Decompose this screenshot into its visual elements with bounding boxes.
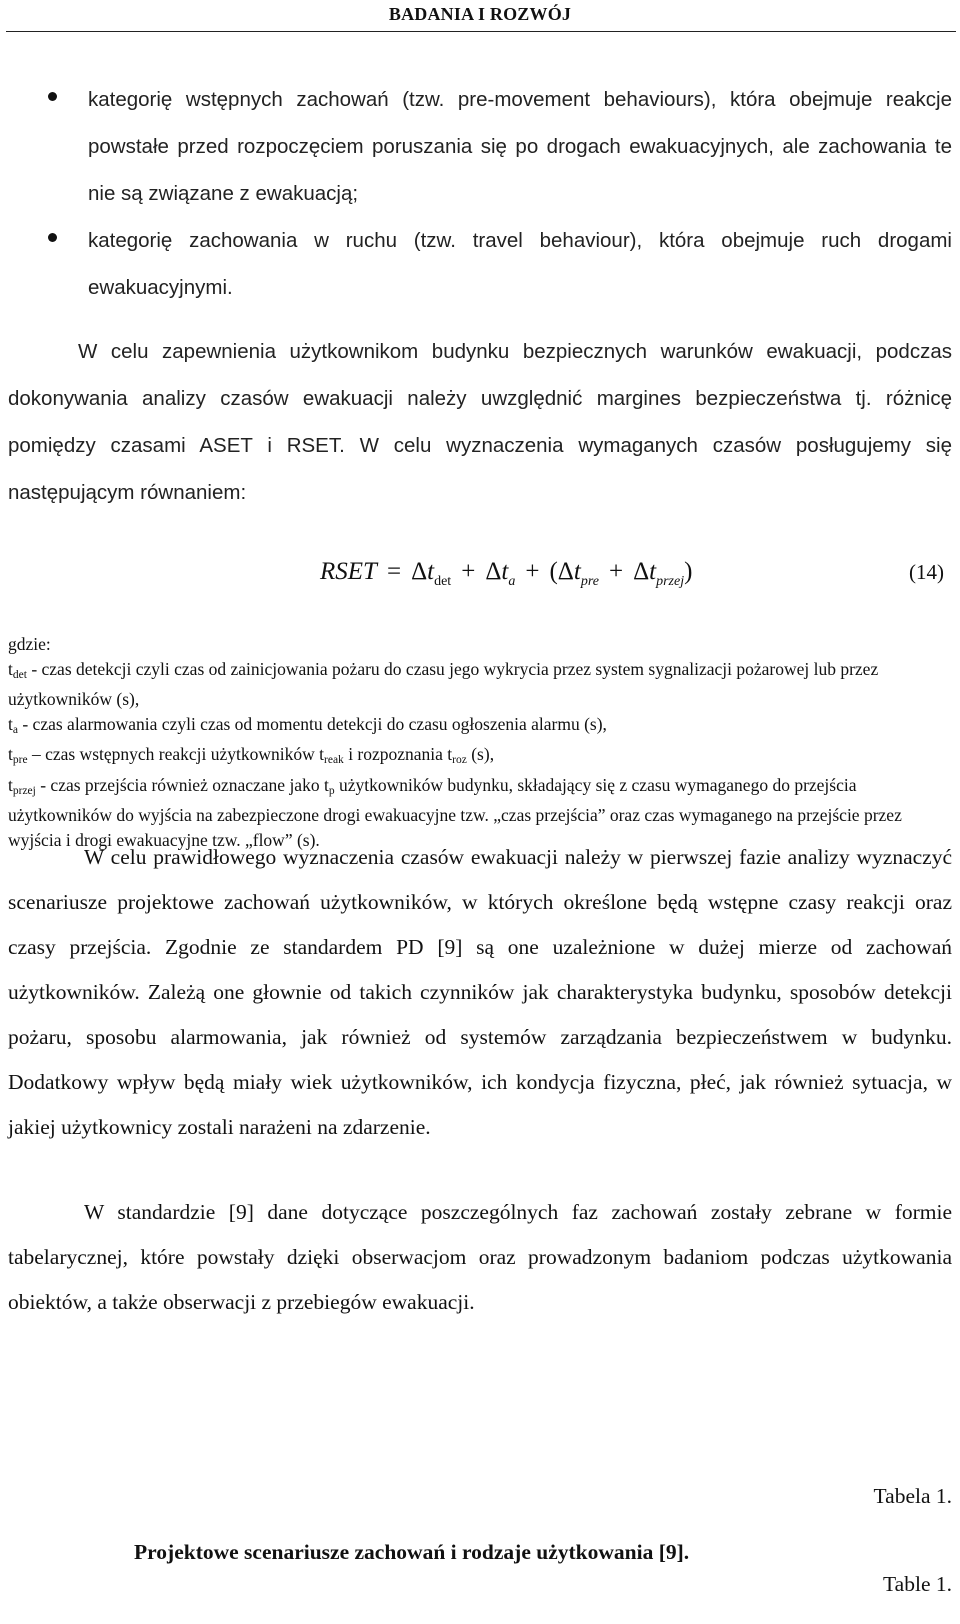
intro-paragraph [8, 328, 952, 516]
definition-przej: $t_{przej}$ - czas przejścia również oznaczane jako $t_p$ użytkowników budynku, składający się z czasu wymaganego do przejścia użytkowników do wyjścia na zabezpieczone drogi ewakuacyjne tzw. „czas przejścia” oraz czas wymaganego na przejście przez wyjścia i drogi ewakuacyjne tzw. „flow” (s). [8, 774, 902, 850]
subscript-a: a [508, 574, 516, 589]
table-label-en: Table 1. [883, 1572, 952, 1596]
bullet-list [8, 76, 952, 311]
definition-det: $t_{det}$ - czas detekcji czyli czas od zainicjowania pożaru do czasu jego wykrycia przez system sygnalizacji pożarowej lub przez użytkowników (s), [8, 658, 879, 709]
delta-symbol: Δ [557, 558, 574, 585]
equation-lhs: RSET [320, 558, 377, 585]
equation-paren-close: ) [684, 558, 693, 585]
paragraph-scenarios-text: W celu prawidłowego wyznaczenia czasów ewakuacji należy w pierwszej fazie analizy wyznaczyć scenariusze projektowe zachowań użytkowników, w których określone będą wstępne czasy reakcji oraz czasy przejścia. Zgodnie ze standardem PD [9] są one uzależnione w dużej mierze od zachowań użytkowników. Zależą one głownie od takich czynników jak charakterystyka budynku, sposobów detekcji pożaru, sposobu alarmowania, jak również od systemów zarządzania bezpieczeństwem w budynku. Dodatkowy wpływ będą miały wiek użytkowników, ich kondycja fizyczna, płeć, jak również sytuacja, w jakiej użytkownicy zostali narażeni na zdarzenie. [8, 845, 952, 1139]
subscript-pre: pre [580, 574, 599, 589]
equation-plus: + [461, 558, 476, 585]
list-item [8, 76, 952, 217]
paragraph-standard-text: W standardzie [9] dane dotyczące poszczególnych faz zachowań zostały zebrane w formie tabelarycznej, które powstały dzięki obserwacjom oraz prowadzonym badaniom podczas użytkowania obiektów, a także obserwacji z przebiegów ewakuacji. [8, 1200, 952, 1314]
equation-t: t [573, 558, 581, 585]
delta-symbol: Δ [633, 558, 650, 585]
definition-pre: $t_{pre}$ – czas wstępnych reakcji użytkowników $t_{reak}$ i rozpoznania $t_{roz}$ (s), [8, 744, 495, 766]
running-header: BADANIA I ROZWÓJ [388, 4, 572, 24]
equation-plus: + [525, 558, 540, 585]
equation-body [320, 558, 693, 589]
equation-t: t [427, 558, 435, 585]
subscript-det: det [434, 574, 452, 589]
header-rule [6, 31, 956, 32]
definitions-intro: gdzie: [8, 634, 51, 654]
equation-rset [8, 558, 952, 608]
equation-plus: + [608, 558, 624, 585]
equation-equals: = [386, 558, 402, 585]
equation-t: t [649, 558, 657, 585]
equation-number: (14) [909, 560, 944, 584]
paragraph-standard [8, 1190, 952, 1325]
paragraph-scenarios [8, 835, 952, 1150]
bullet-icon [48, 233, 57, 242]
bullet-icon [48, 92, 57, 101]
list-item [8, 217, 952, 311]
delta-symbol: Δ [411, 558, 428, 585]
bullet-text: kategorię zachowania w ruchu (tzw. travel behaviour), która obejmuje ruch drogami ewakuacyjnymi. [88, 229, 952, 299]
bullet-text: kategorię wstępnych zachowań (tzw. pre-movement behaviours), która obejmuje reakcje powstałe przed rozpoczęciem poruszania się po drogach ewakuacyjnych, ale zachowania te nie są związane z ewakuacją; [88, 88, 952, 205]
subscript-przej: przej [656, 574, 685, 589]
equation-paren-open: ( [549, 558, 558, 585]
intro-paragraph-text: W celu zapewnienia użytkownikom budynku bezpiecznych warunków ewakuacji, podczas dokonywania analizy czasów ewakuacji należy uwzględnić margines bezpieczeństwa tj. różnicę pomiędzy czasami ASET i RSET. W celu wyznaczenia wymaganych czasów posługujemy się następującym równaniem: [8, 340, 952, 504]
equation-t: t [501, 558, 509, 585]
table-title: Projektowe scenariusze zachowań i rodzaje użytkowania [9]. [134, 1540, 690, 1564]
table-label-pl: Tabela 1. [873, 1484, 952, 1508]
definition-a: $t_a$ - czas alarmowania czyli czas od momentu detekcji do czasu ogłoszenia alarmu (s), [8, 713, 607, 736]
definitions-block [8, 632, 952, 852]
delta-symbol: Δ [485, 558, 502, 585]
